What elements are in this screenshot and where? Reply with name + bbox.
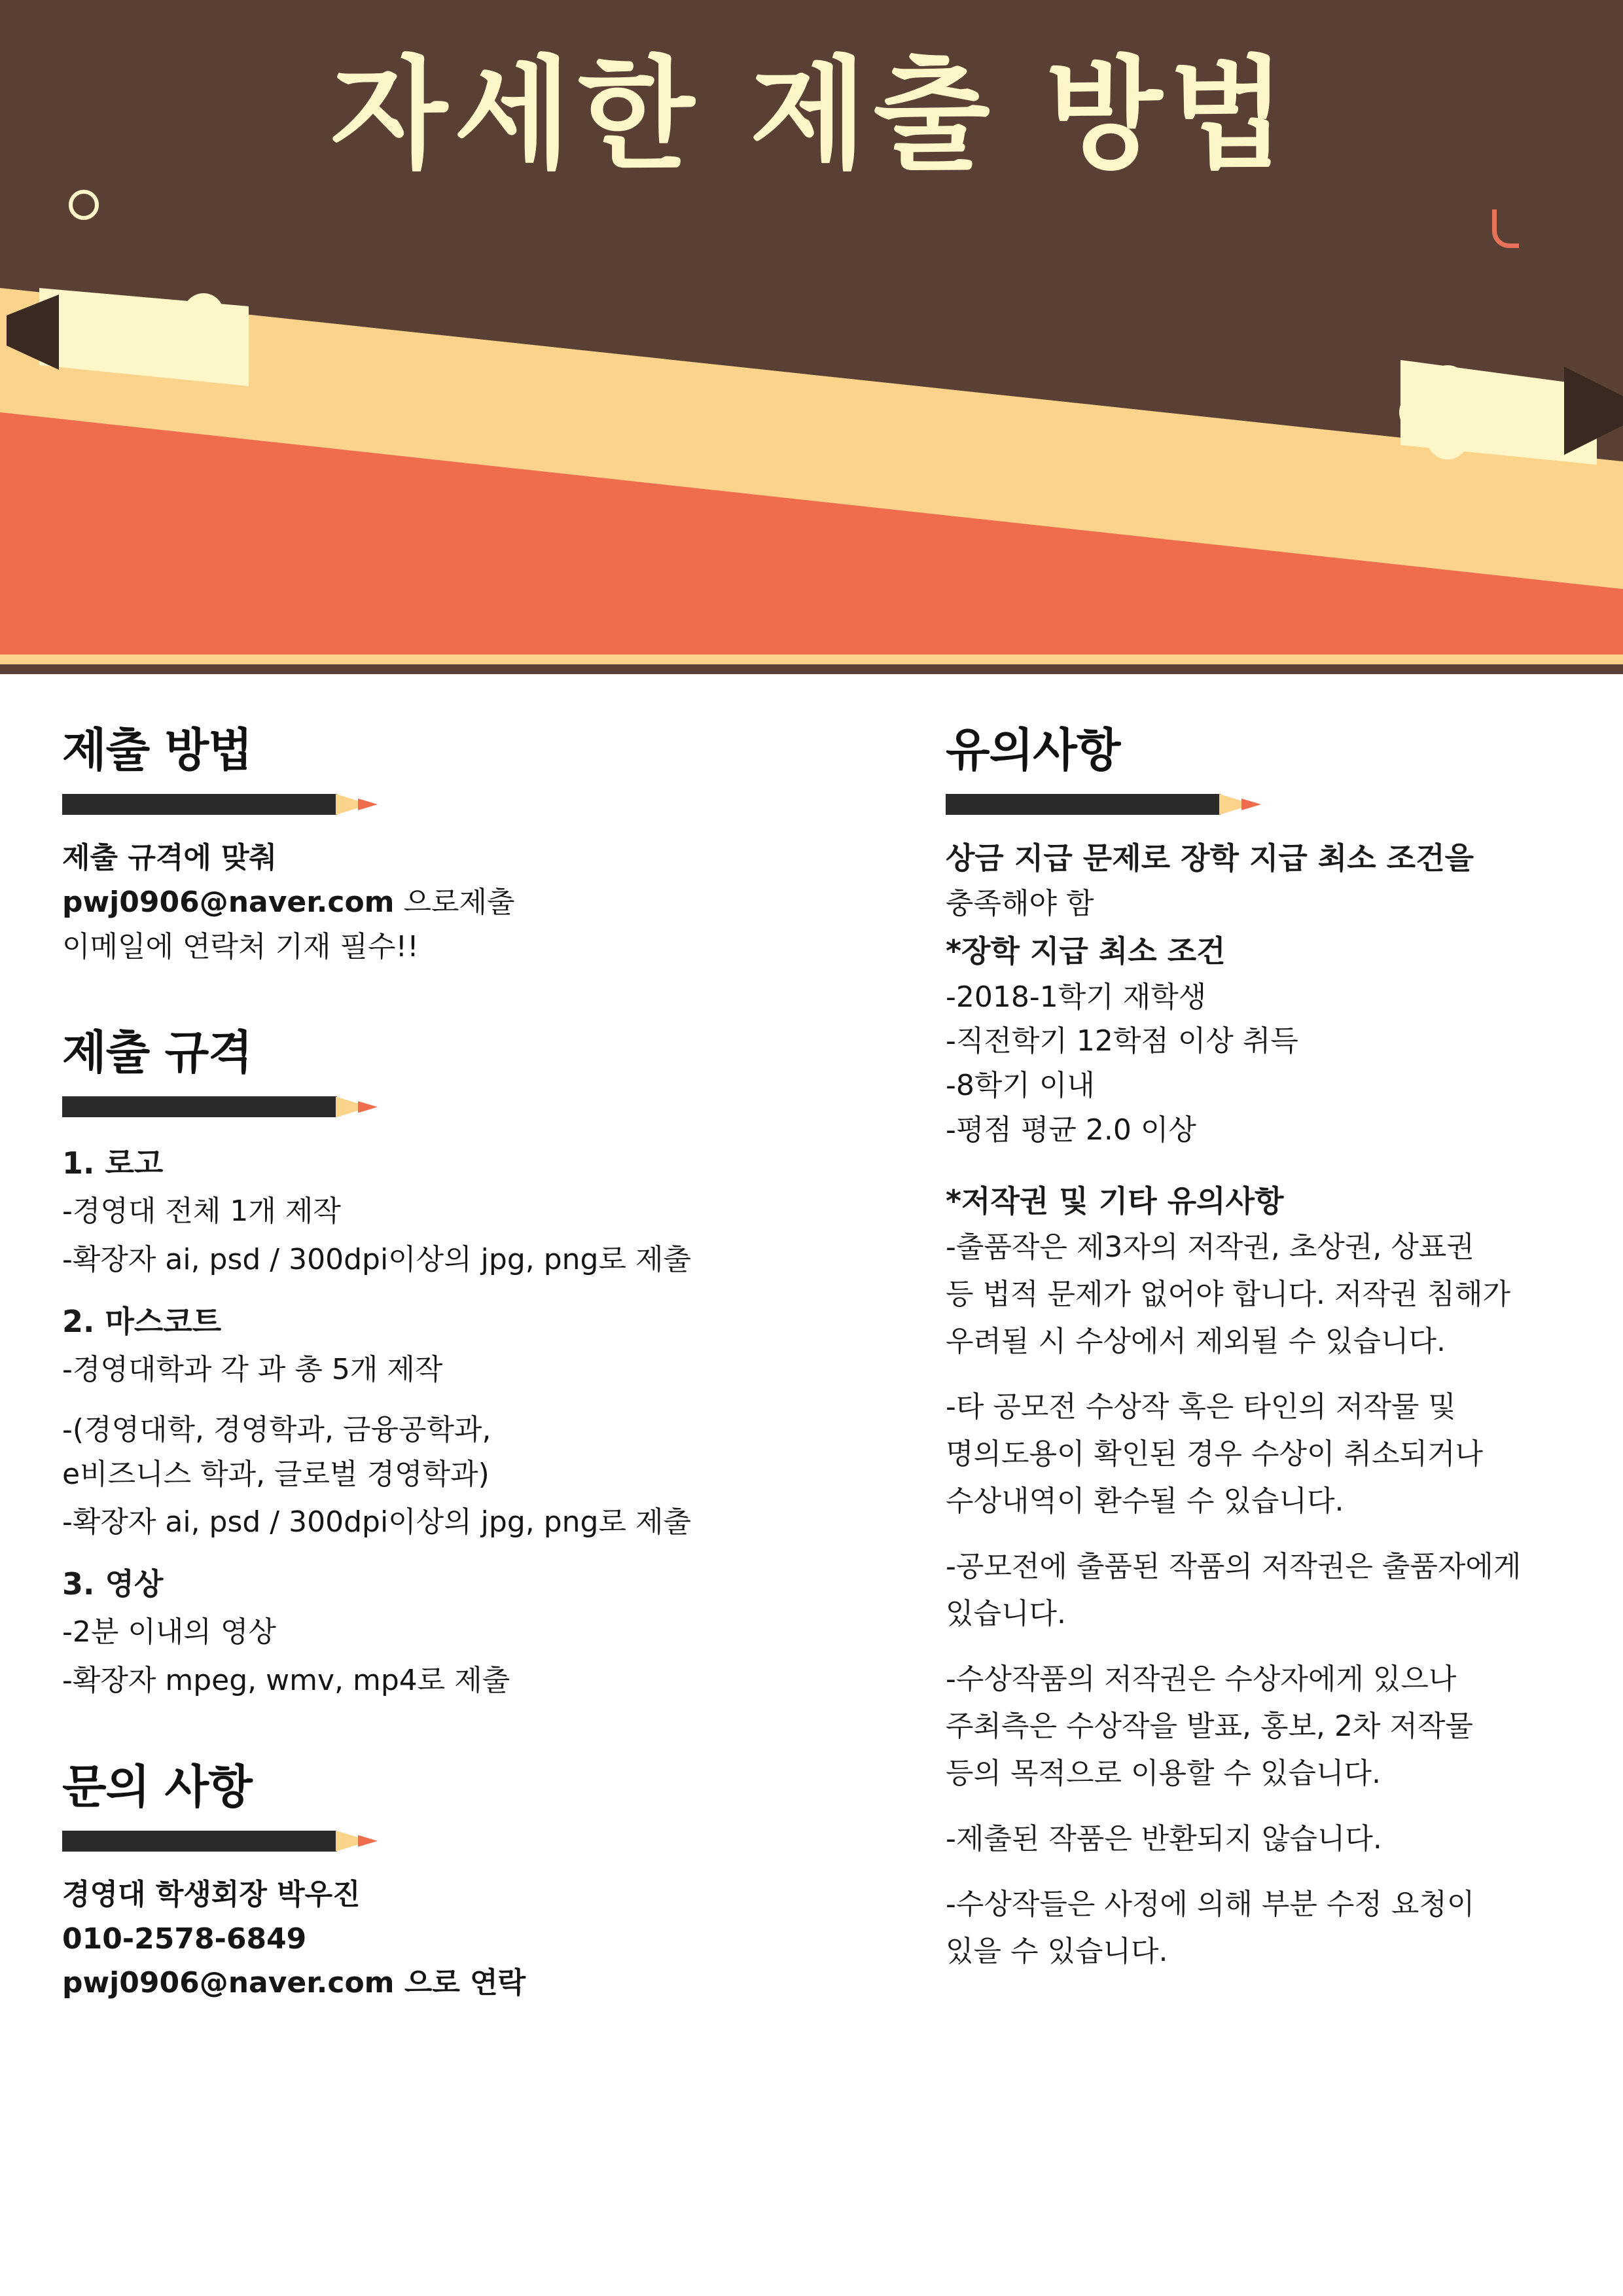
notice-condition: -2018-1학기 재학생 <box>946 980 1207 1014</box>
notice-paragraph-line: 수상내역이 환수될 수 있습니다. <box>946 1484 1344 1518</box>
spec-item-line: e비즈니스 학과, 글로벌 경영학과) <box>62 1457 490 1491</box>
spec-item-mascot <box>62 1298 805 1543</box>
spec-item-title: 1. 로고 <box>62 1145 164 1181</box>
spec-item-title: 2. 마스코트 <box>62 1303 222 1339</box>
notice-paragraph-line: -출품작은 제3자의 저작권, 초상권, 상표권 <box>946 1230 1474 1265</box>
contact-email: pwj0906@naver.com <box>62 1966 395 2000</box>
notice-intro-bold: 상금 지급 문제로 장학 지급 최소 조건을 <box>946 840 1474 876</box>
left-column <box>0 713 805 2053</box>
notice-paragraph <box>946 1386 1571 1523</box>
pencil-tip-right-scallop-icon <box>1387 365 1472 480</box>
spec-item-line: -경영대학과 각 과 총 5개 제작 <box>62 1352 443 1386</box>
notice-paragraph <box>946 1658 1571 1795</box>
notice-paragraph-line: 있습니다. <box>946 1597 1067 1631</box>
notice-paragraph-line: 있을 수 있습니다. <box>946 1935 1168 1969</box>
notice-paragraph-line: 명의도용이 확인된 경우 수상이 취소되거나 <box>946 1437 1484 1471</box>
pencil-divider-icon <box>62 790 383 819</box>
notice-paragraph <box>946 1818 1571 1861</box>
pencil-divider-icon <box>62 1092 383 1121</box>
submit-email: pwj0906@naver.com <box>62 885 395 919</box>
section-title-submit-method: 제출 방법 <box>62 723 252 777</box>
page-title: 자세한 제출 방법 <box>330 44 1293 185</box>
spec-item-line: -경영대 전체 1개 제작 <box>62 1194 341 1229</box>
contact-email-suffix: 으로 연락 <box>394 1966 526 2000</box>
notice-condition-title: *장학 지급 최소 조건 <box>946 933 1226 969</box>
spec-item-video <box>62 1560 805 1702</box>
notice-paragraph-line: 등 법적 문제가 없어야 합니다. 저작권 침해가 <box>946 1278 1510 1312</box>
notice-paragraph <box>946 1545 1571 1636</box>
spec-item-line: -확장자 mpeg, wmv, mp4로 제출 <box>62 1663 510 1697</box>
pencil-divider-icon <box>946 790 1266 819</box>
contact-name: 경영대 학생회장 박우진 <box>62 1877 361 1911</box>
notice-copyright-title: *저작권 및 기타 유의사항 <box>946 1183 1284 1219</box>
spec-item-line: -확장자 ai, psd / 300dpi이상의 jpg, png로 제출 <box>62 1243 691 1277</box>
notice-paragraph-line: 등의 목적으로 이용할 수 있습니다. <box>946 1757 1381 1791</box>
notice-paragraph-line: 주최측은 수상작을 발표, 홍보, 2차 저작물 <box>946 1710 1473 1744</box>
notice-paragraph-line: 우려될 시 수상에서 제외될 수 있습니다. <box>946 1325 1446 1359</box>
spec-item-title: 3. 영상 <box>62 1566 164 1602</box>
submit-method-line-1: 제출 규격에 맞춰 <box>62 841 277 874</box>
notice-intro-rest: 충족해야 함 <box>946 887 1094 921</box>
notice-paragraph-line: -제출된 작품은 반환되지 않습니다. <box>946 1822 1382 1856</box>
notice-paragraph-line: -수상작품의 저작권은 수상자에게 있으나 <box>946 1662 1457 1696</box>
section-title-notice: 유의사항 <box>946 723 1120 777</box>
notice-condition: -직전학기 12학점 이상 취득 <box>946 1024 1298 1058</box>
pencil-tip-left-scallop-icon <box>183 293 268 401</box>
section-submit-spec <box>62 1016 805 1701</box>
section-submit-method <box>62 713 805 967</box>
spec-item-logo <box>62 1139 805 1281</box>
pencil-divider-icon <box>62 1827 383 1856</box>
submit-email-suffix: 으로제출 <box>394 885 515 919</box>
notice-paragraph <box>946 1883 1571 1973</box>
decorative-circle-icon <box>69 190 99 220</box>
notice-condition: -8학기 이내 <box>946 1069 1095 1103</box>
notice-paragraph <box>946 1226 1571 1363</box>
section-contact <box>62 1750 805 2004</box>
notice-paragraph-line: -타 공모전 수상작 혹은 타인의 저작물 및 <box>946 1390 1456 1424</box>
spec-item-line: -2분 이내의 영상 <box>62 1615 276 1649</box>
notice-paragraph-line: -수상작들은 사정에 의해 부분 수정 요청이 <box>946 1888 1475 1922</box>
spec-item-line: -확장자 ai, psd / 300dpi이상의 jpg, png로 제출 <box>62 1505 691 1539</box>
notice-paragraph-line: -공모전에 출품된 작품의 저작권은 출품자에게 <box>946 1550 1522 1584</box>
right-column <box>805 713 1623 2022</box>
poster-body <box>0 674 1623 2053</box>
submit-method-line-3: 이메일에 연락처 기재 필수!! <box>62 929 419 963</box>
poster-header <box>0 0 1623 674</box>
notice-condition: -평점 평균 2.0 이상 <box>946 1113 1196 1147</box>
spec-item-line: -(경영대학, 경영학과, 금융공학과, <box>62 1412 491 1446</box>
decorative-hook-icon <box>1492 209 1519 248</box>
section-notice <box>946 713 1571 1973</box>
contact-email-line <box>62 1962 805 2004</box>
section-title-submit-spec: 제출 규격 <box>62 1026 252 1080</box>
contact-phone: 010-2578-6849 <box>62 1922 307 1956</box>
submit-method-line-2 <box>62 882 805 924</box>
section-title-contact: 문의 사항 <box>62 1759 252 1814</box>
